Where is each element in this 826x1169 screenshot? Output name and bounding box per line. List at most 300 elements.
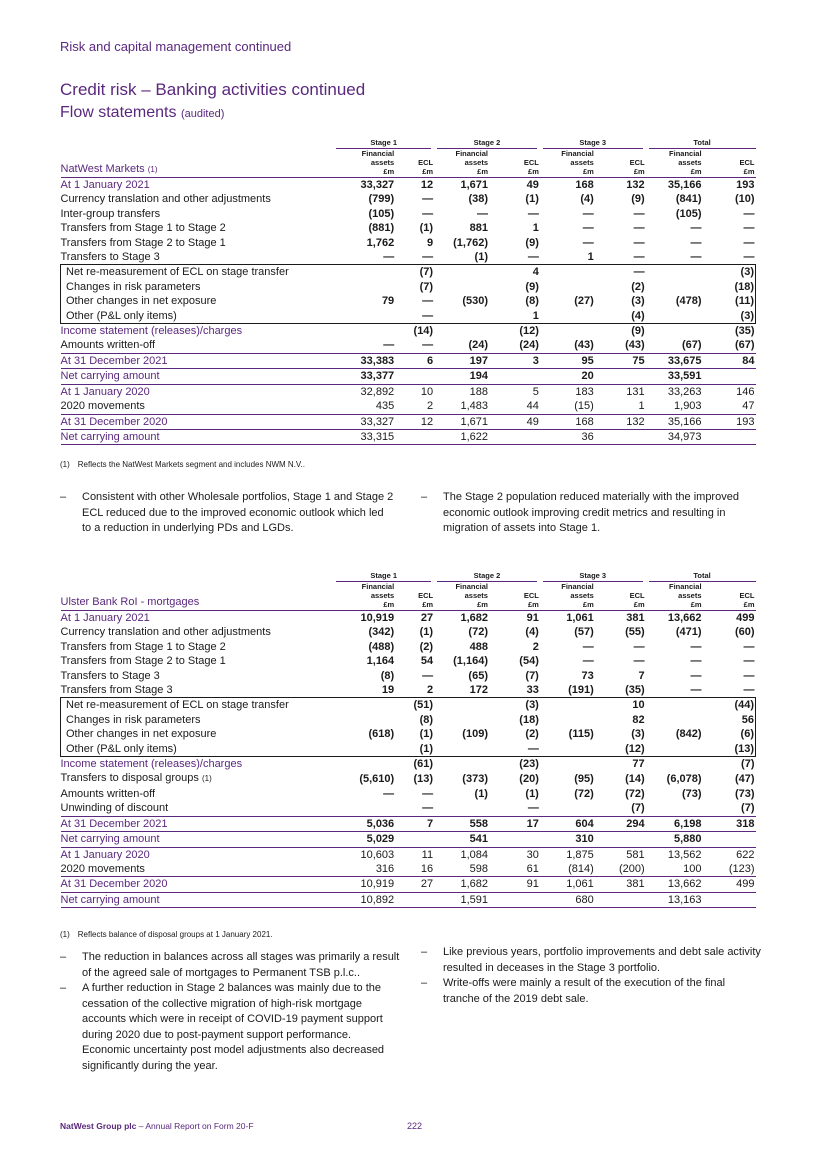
- cell-value: 5,036: [366, 817, 395, 830]
- cell-value: —: [690, 222, 702, 235]
- cell-value: [394, 429, 434, 444]
- cell-value: (7): [394, 265, 434, 280]
- cell-value: —: [690, 684, 702, 697]
- cell-value: 100: [683, 862, 702, 875]
- cell-value: [646, 280, 706, 294]
- row-label: [61, 265, 337, 280]
- column-header-line: assets: [464, 591, 488, 600]
- cell-value: (35): [625, 684, 645, 697]
- column-header-line: £m: [633, 600, 645, 609]
- row-label: [61, 384, 337, 399]
- cell-value: [540, 698, 598, 713]
- cell-value: 13,163: [667, 893, 702, 906]
- table-row: [61, 207, 756, 221]
- cell-value: (471): [675, 626, 702, 639]
- row-label: [61, 338, 337, 353]
- cell-value: 6,198: [674, 817, 702, 830]
- row-label-text: Amounts written-off: [60, 339, 156, 352]
- row-label-text: Net carrying amount: [60, 430, 160, 443]
- cell-value: 19: [381, 684, 395, 697]
- table-row: [61, 832, 756, 847]
- cell-value: (15): [574, 400, 594, 413]
- cell-value: —: [383, 251, 395, 264]
- cell-value: 49: [526, 179, 539, 191]
- cell-value: (7): [741, 758, 755, 771]
- cell-value: 13,662: [667, 878, 702, 891]
- cell-value: 33,327: [360, 415, 395, 428]
- cell-value: —: [582, 222, 594, 235]
- cell-value: —: [743, 222, 755, 235]
- cell-value: —: [422, 251, 434, 264]
- cell-value: [706, 892, 756, 907]
- cell-value: [336, 713, 394, 727]
- cell-value: (8): [419, 713, 434, 726]
- cell-value: 488: [469, 640, 488, 653]
- bullet-dash-icon: –: [421, 491, 428, 503]
- cell-value: [434, 713, 492, 727]
- row-label-text: Income statement (releases)/charges: [60, 758, 243, 771]
- cell-value: (54): [519, 655, 539, 668]
- cell-value: [540, 265, 598, 280]
- row-label-text: At 31 December 2021: [60, 817, 168, 830]
- table-row: [61, 847, 756, 862]
- cell-value: [598, 369, 646, 384]
- column-header: [394, 149, 434, 178]
- row-label-text: Other changes in net exposure: [66, 728, 217, 741]
- commentary-left-2: [60, 950, 400, 1074]
- cell-value: 77: [632, 758, 645, 771]
- column-header: [336, 582, 394, 611]
- column-header-line: ECL: [418, 158, 434, 167]
- cell-value: [492, 429, 540, 444]
- cell-value: (60): [734, 626, 755, 639]
- row-label: [61, 178, 337, 193]
- row-label: [61, 669, 337, 683]
- cell-value: (1): [474, 787, 488, 800]
- column-header-line: assets: [570, 158, 594, 167]
- stage-header: Stage 2: [434, 571, 540, 582]
- cell-value: (115): [568, 728, 594, 741]
- column-header-line: ECL: [739, 591, 755, 600]
- table-row: [61, 801, 756, 816]
- cell-value: (373): [462, 772, 488, 785]
- cell-value: 1,671: [460, 179, 488, 191]
- stage-header: Stage 2: [434, 138, 540, 149]
- cell-value: [336, 757, 394, 772]
- cell-value: (478): [675, 295, 702, 308]
- row-label-text: Net carrying amount: [60, 893, 160, 906]
- cell-value: (12): [519, 325, 539, 338]
- cell-value: —: [633, 207, 645, 220]
- column-header-line: Financial: [561, 149, 594, 158]
- cell-value: 193: [736, 415, 755, 428]
- table-row: [61, 698, 756, 713]
- cell-value: (44): [706, 698, 756, 713]
- cell-value: —: [582, 236, 594, 249]
- cell-value: 79: [381, 295, 395, 308]
- row-label-text: Currency translation and other adjustments: [60, 193, 271, 206]
- cell-value: (1): [525, 193, 539, 206]
- cell-value: 91: [526, 612, 539, 624]
- row-label-text: At 1 January 2020: [60, 385, 150, 398]
- cell-value: (38): [468, 193, 488, 206]
- cell-value: 881: [469, 222, 488, 235]
- cell-value: 12: [420, 179, 434, 191]
- cell-value: 10,919: [360, 612, 395, 624]
- column-header-line: ECL: [523, 158, 539, 167]
- cell-value: [540, 713, 598, 727]
- cell-value: (105): [368, 207, 395, 220]
- column-header: [646, 149, 706, 178]
- row-label: [61, 801, 337, 816]
- row-label: [61, 877, 337, 892]
- cell-value: 1: [492, 309, 540, 324]
- bullet-item: [60, 981, 400, 1074]
- table-row: [61, 669, 756, 683]
- row-label-text: Inter-group transfers: [60, 207, 161, 220]
- row-label: [61, 280, 337, 294]
- cell-value: —: [383, 787, 395, 800]
- cell-value: (8): [525, 295, 539, 308]
- cell-value: [336, 309, 394, 324]
- cell-value: 2: [426, 400, 434, 413]
- footnote-1: (1) Reflects the NatWest Markets segment and includes NWM N.V..: [60, 460, 305, 469]
- row-label-text: Other (P&L only items): [66, 742, 177, 755]
- row-label: [61, 207, 337, 221]
- cell-value: (191): [568, 684, 594, 697]
- cell-value: 1,061: [566, 612, 594, 624]
- cell-value: 1: [638, 400, 645, 413]
- table-row: [61, 353, 756, 368]
- cell-value: [336, 801, 394, 816]
- cell-value: (72): [574, 787, 594, 800]
- cell-value: (881): [368, 222, 395, 235]
- cell-value: [540, 324, 598, 339]
- cell-value: (9): [631, 325, 645, 338]
- cell-value: (51): [394, 698, 434, 713]
- cell-value: (6): [706, 727, 756, 741]
- cell-value: —: [633, 236, 645, 249]
- cell-value: —: [690, 669, 702, 682]
- cell-value: 1,622: [460, 430, 488, 443]
- cell-value: (14): [413, 325, 434, 338]
- table-title-text: NatWest Markets: [60, 163, 145, 175]
- cell-value: (7): [419, 280, 434, 293]
- cell-value: [598, 429, 646, 444]
- cell-value: (123): [728, 862, 755, 875]
- cell-value: 35,166: [667, 415, 702, 428]
- cell-value: [434, 309, 492, 324]
- column-header-line: £m: [477, 167, 488, 176]
- column-header-line: £m: [633, 167, 645, 176]
- cell-value: (200): [618, 862, 645, 875]
- cell-value: (43): [625, 339, 645, 352]
- cell-value: (24): [468, 339, 488, 352]
- cell-value: 1,061: [566, 878, 594, 891]
- bullet-dash-icon: –: [421, 977, 428, 989]
- cell-value: 9: [426, 236, 434, 249]
- cell-value: [646, 324, 706, 339]
- subsection-title-text: Flow statements: [60, 104, 177, 121]
- cell-value: (3): [706, 265, 756, 280]
- column-header-line: £m: [528, 600, 539, 609]
- cell-value: 381: [626, 878, 645, 891]
- cell-value: 1,084: [460, 848, 488, 861]
- row-label: [61, 727, 337, 741]
- cell-value: 20: [581, 370, 594, 383]
- cell-value: (12): [598, 742, 646, 757]
- table-row: [61, 280, 756, 294]
- table-row: [61, 338, 756, 353]
- commentary-right-2: [421, 945, 761, 1007]
- cell-value: 541: [469, 833, 488, 846]
- cell-value: 1,903: [674, 400, 702, 413]
- table-row: [61, 877, 756, 892]
- row-label-text: Income statement (releases)/charges: [60, 325, 243, 338]
- footer-report-name: – Annual Report on Form 20-F: [136, 1121, 254, 1131]
- cell-value: (18): [519, 713, 539, 726]
- cell-value: (8): [380, 669, 395, 682]
- cell-value: 1,591: [460, 893, 488, 906]
- cell-value: 56: [706, 713, 756, 727]
- stage-header: Total: [646, 138, 756, 149]
- column-header-line: assets: [678, 591, 702, 600]
- cell-value: 1,164: [366, 655, 395, 668]
- cell-value: 294: [626, 817, 645, 830]
- column-header-line: ECL: [418, 591, 434, 600]
- cell-value: [540, 742, 598, 757]
- row-label-text: At 1 January 2020: [60, 848, 150, 861]
- cell-value: (5,610): [359, 772, 395, 785]
- cell-value: (18): [706, 280, 756, 294]
- row-label-text: Currency translation and other adjustments: [60, 626, 271, 639]
- column-header-line: Financial: [561, 582, 594, 591]
- row-label: [61, 309, 337, 324]
- table-title: [61, 149, 337, 178]
- row-label: [61, 192, 337, 206]
- bullet-item: [60, 950, 400, 981]
- cell-value: [434, 801, 492, 816]
- bullet-text: A further reduction in Stage 2 balances was mainly due to the cessation of the collective migration of high-risk mortgage accounts which were in receipt of COVID-19 payment support during 2020 due to post-payment support performance. Economic uncertainty post model adjustments also decreased significantly during the year.: [82, 982, 385, 1072]
- cell-value: 188: [469, 385, 488, 398]
- bullet-dash-icon: –: [60, 982, 67, 994]
- cell-value: [434, 324, 492, 339]
- cell-value: —: [690, 655, 702, 668]
- cell-value: 12: [420, 415, 434, 428]
- table-row: [61, 727, 756, 741]
- row-label: [61, 654, 337, 668]
- cell-value: (841): [675, 193, 702, 206]
- row-label-text: Transfers from Stage 1 to Stage 2: [60, 222, 226, 235]
- row-label: [61, 787, 337, 801]
- cell-value: (27): [574, 295, 594, 308]
- cell-value: [492, 369, 540, 384]
- page-number: 222: [407, 1121, 423, 1131]
- cell-value: 33,327: [360, 179, 395, 191]
- table-row: [61, 862, 756, 877]
- cell-value: [434, 265, 492, 280]
- table-row: [61, 683, 756, 698]
- cell-value: 381: [626, 612, 645, 624]
- row-label: [61, 847, 337, 862]
- cell-value: —: [743, 684, 755, 697]
- cell-value: 54: [420, 655, 434, 668]
- cell-value: (9): [525, 236, 539, 249]
- cell-value: (1,762): [453, 236, 488, 249]
- column-header-line: assets: [370, 591, 395, 600]
- column-header-line: £m: [690, 167, 702, 176]
- cell-value: 193: [736, 179, 755, 191]
- row-label: [61, 698, 337, 713]
- cell-value: —: [743, 251, 755, 264]
- row-label-text: Changes in risk parameters: [66, 713, 201, 726]
- cell-value: (842): [675, 728, 702, 741]
- cell-value: (1): [394, 742, 434, 757]
- row-label-text: Net re-measurement of ECL on stage transfer: [66, 266, 289, 279]
- row-label-text: Changes in risk parameters: [66, 280, 201, 293]
- cell-value: [706, 369, 756, 384]
- cell-value: 95: [581, 354, 594, 367]
- cell-value: (1): [474, 251, 488, 264]
- column-header: [598, 582, 646, 611]
- row-label: [61, 236, 337, 250]
- cell-value: (11): [706, 294, 756, 308]
- cell-value: (342): [368, 626, 395, 639]
- column-header-line: ECL: [523, 591, 539, 600]
- row-label: [61, 369, 337, 384]
- row-label: [61, 713, 337, 727]
- column-header-line: £m: [477, 600, 488, 609]
- column-header: [706, 149, 756, 178]
- cell-value: (1): [525, 787, 539, 800]
- cell-value: —: [743, 669, 755, 682]
- cell-value: 2: [426, 684, 434, 697]
- cell-value: (6,078): [666, 772, 702, 785]
- cell-value: [646, 309, 706, 324]
- table-row: [61, 324, 756, 339]
- cell-value: —: [422, 802, 434, 815]
- row-label: [61, 832, 337, 847]
- row-label: [61, 892, 337, 907]
- cell-value: 33,263: [667, 385, 702, 398]
- cell-value: (55): [625, 626, 645, 639]
- cell-value: 17: [526, 817, 539, 830]
- cell-value: 11: [421, 848, 434, 861]
- row-label-text: Transfers from Stage 2 to Stage 1: [60, 655, 226, 668]
- cell-value: [434, 280, 492, 294]
- cell-value: 1,682: [460, 612, 488, 624]
- column-header: [598, 149, 646, 178]
- cell-value: 27: [420, 878, 434, 891]
- cell-value: —: [394, 309, 434, 324]
- cell-value: [434, 698, 492, 713]
- row-label-text: At 1 January 2021: [60, 179, 150, 191]
- cell-value: 10,892: [360, 893, 395, 906]
- cell-value: 10: [598, 698, 646, 713]
- cell-value: [598, 892, 646, 907]
- cell-value: 33,675: [667, 354, 702, 367]
- cell-value: —: [582, 640, 594, 653]
- cell-value: (10): [734, 193, 755, 206]
- table-row: [61, 236, 756, 250]
- bullet-dash-icon: –: [60, 951, 67, 963]
- cell-value: 316: [375, 862, 395, 875]
- column-header-line: Financial: [669, 149, 702, 158]
- cell-value: (4): [580, 193, 594, 206]
- cell-value: (105): [675, 207, 702, 220]
- row-label: [61, 640, 337, 654]
- table-row: [61, 221, 756, 235]
- cell-value: (2): [525, 728, 539, 741]
- cell-value: (1): [419, 728, 434, 741]
- row-label: [61, 294, 337, 308]
- section-title: Credit risk – Banking activities continued: [60, 80, 366, 99]
- column-header-line: £m: [582, 600, 594, 609]
- bullet-dash-icon: –: [421, 946, 428, 958]
- table-row: [61, 414, 756, 429]
- cell-value: [394, 892, 434, 907]
- footnote-2: (1) Reflects balance of disposal groups at 1 January 2021.: [60, 930, 273, 939]
- cell-value: (3): [631, 295, 645, 308]
- table-row: [61, 294, 756, 308]
- cell-value: (7): [525, 669, 539, 682]
- cell-value: [336, 280, 394, 294]
- table-row: [61, 611, 756, 626]
- footer: [60, 1121, 254, 1131]
- table-row: [61, 250, 756, 265]
- table-row: [61, 654, 756, 668]
- row-label: [61, 742, 337, 757]
- cell-value: (7): [741, 802, 755, 815]
- row-label-text: Transfers from Stage 2 to Stage 1: [60, 236, 226, 249]
- cell-value: —: [582, 655, 594, 668]
- cell-value: 1: [587, 251, 594, 264]
- row-label-text: Amounts written-off: [60, 787, 156, 800]
- stage-header: Total: [646, 571, 756, 582]
- cell-value: —: [422, 339, 434, 352]
- cell-value: 47: [742, 400, 755, 413]
- cell-value: (24): [519, 339, 539, 352]
- cell-value: [394, 832, 434, 847]
- row-label-text: 2020 movements: [60, 400, 145, 413]
- cell-value: (13): [413, 772, 434, 785]
- cell-value: (4): [525, 626, 539, 639]
- bullet-item: [421, 945, 761, 976]
- column-header-line: Financial: [669, 582, 702, 591]
- cell-value: 35,166: [667, 179, 702, 191]
- footer-brand: NatWest Group plc: [60, 1121, 137, 1131]
- bullet-text: Consistent with other Wholesale portfolios, Stage 1 and Stage 2 ECL reduced due to the improved economic outlook which led to a reduction in underlying PDs and LGDs.: [82, 491, 394, 534]
- cell-value: 33: [526, 684, 539, 697]
- cell-value: 61: [526, 862, 539, 875]
- cell-value: (23): [519, 758, 539, 771]
- cell-value: 5,880: [674, 833, 702, 846]
- row-label-text: At 1 January 2021: [60, 612, 150, 624]
- cell-value: 310: [575, 833, 594, 846]
- cell-value: 33,377: [360, 370, 395, 383]
- natwest-markets-flow-table: [60, 138, 756, 445]
- cell-value: —: [690, 251, 702, 264]
- cell-value: 581: [626, 848, 645, 861]
- audited-tag: (audited): [180, 108, 225, 120]
- cell-value: 34,973: [667, 430, 702, 443]
- cell-value: 75: [632, 354, 645, 367]
- cell-value: 49: [526, 415, 539, 428]
- stage-header-row: [61, 571, 756, 582]
- cell-value: (73): [681, 787, 702, 800]
- cell-value: [540, 309, 598, 324]
- column-header-line: Financial: [361, 149, 395, 158]
